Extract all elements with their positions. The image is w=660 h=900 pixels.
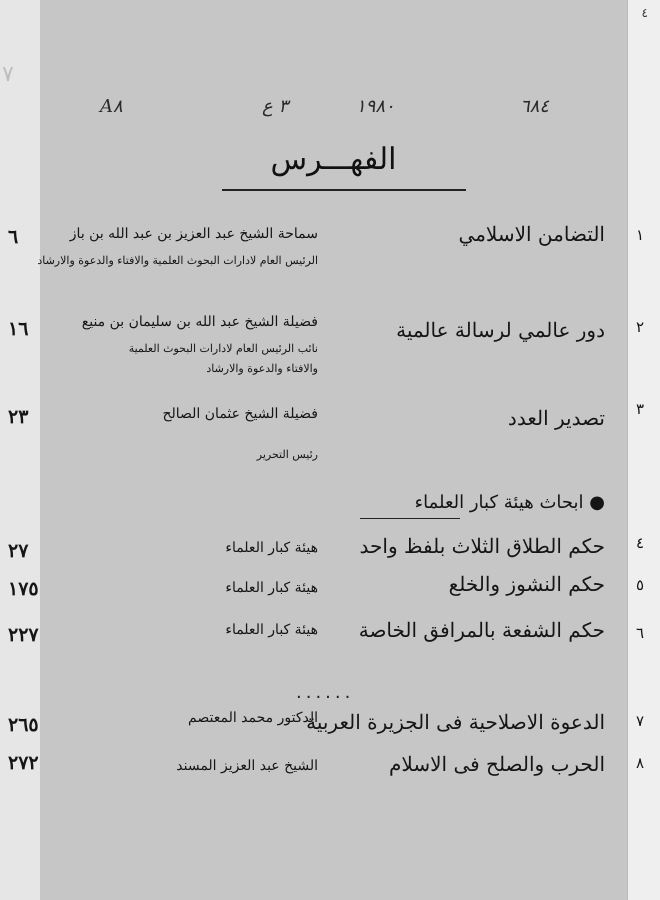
section-title: ابحاث هيئة كبار العلماء — [414, 492, 584, 513]
entry-number: ٧ — [636, 712, 645, 730]
entry-author: الدكتور محمد المعتصم — [188, 710, 318, 726]
entry-author: فضيلة الشيخ عثمان الصالح — [162, 406, 318, 422]
entry-page: ٢٣ — [8, 406, 29, 428]
handwritten-issue: ٣ ع — [262, 96, 289, 117]
entry-page: ٦ — [8, 226, 19, 248]
entry-subject: حكم النشوز والخلع — [448, 572, 605, 596]
handwritten-year: ١٩٨٠ — [356, 96, 395, 117]
entry-author: هيئة كبار العلماء — [225, 622, 318, 638]
handwritten-number: ٦٨٤ — [520, 96, 550, 117]
entry-author: سماحة الشيخ عبد العزيز بن عبد الله بن باز — [69, 226, 318, 242]
entry-subject: دور عالمي لرسالة عالمية — [396, 318, 605, 342]
entry-page: ١٦ — [8, 318, 29, 340]
entry-number: ٥ — [636, 576, 645, 594]
entry-author: الشيخ عبد العزيز المسند — [176, 758, 318, 774]
title-underline — [222, 189, 466, 191]
entry-subject: تصدير العدد — [507, 406, 605, 430]
entry-number: ٨ — [636, 754, 645, 772]
section-heading — [415, 492, 605, 513]
entry-subject: الدعوة الاصلاحية فى الجزيرة العربية — [306, 710, 605, 734]
entry-subject: الحرب والصلح فى الاسلام — [389, 752, 605, 776]
entry-subject: حكم الطلاق الثلاث بلفظ واحد — [359, 534, 605, 558]
entry-author: فضيلة الشيخ عبد الله بن سليمان بن منيع — [81, 314, 318, 330]
entry-author: هيئة كبار العلماء — [225, 540, 318, 556]
entry-number: ٤ — [636, 534, 645, 552]
entry-page: ١٧٥ — [8, 578, 39, 600]
entry-author-subtitle: رئيس التحرير — [256, 448, 318, 461]
entry-number: ٢ — [636, 318, 645, 336]
section-bullet: ● — [589, 492, 605, 513]
separator-dots: ...... — [296, 682, 355, 703]
entry-page: ٢٧ — [8, 540, 29, 562]
entry-page: ٢٢٧ — [8, 624, 39, 646]
entry-author-subtitle: نائب الرئيس العام لادارات البحوث العلمية — [128, 342, 318, 355]
entry-page: ٢٧٢ — [8, 752, 39, 774]
margin-mark: ٧ — [2, 62, 14, 87]
entry-number: ١ — [636, 226, 645, 244]
entry-number: ٣ — [636, 400, 645, 418]
entry-number: ٦ — [636, 624, 645, 642]
entry-subject: التضامن الاسلامي — [458, 222, 605, 246]
handwritten-code: A٨ — [100, 96, 123, 117]
entry-subject: حكم الشفعة بالمرافق الخاصة — [358, 618, 605, 642]
section-underline — [360, 518, 460, 519]
entry-author-subtitle: الرئيس العام لادارات البحوث العلمية والافتاء والدعوة والارشاد — [37, 254, 318, 267]
page-title: الفهـــرس — [270, 142, 397, 177]
sheet-number: ٤ — [641, 6, 648, 20]
entry-author-subtitle: والافتاء والدعوة والارشاد — [206, 362, 318, 375]
entry-author: هيئة كبار العلماء — [225, 580, 318, 596]
entry-page: ٢٦٥ — [8, 714, 39, 736]
